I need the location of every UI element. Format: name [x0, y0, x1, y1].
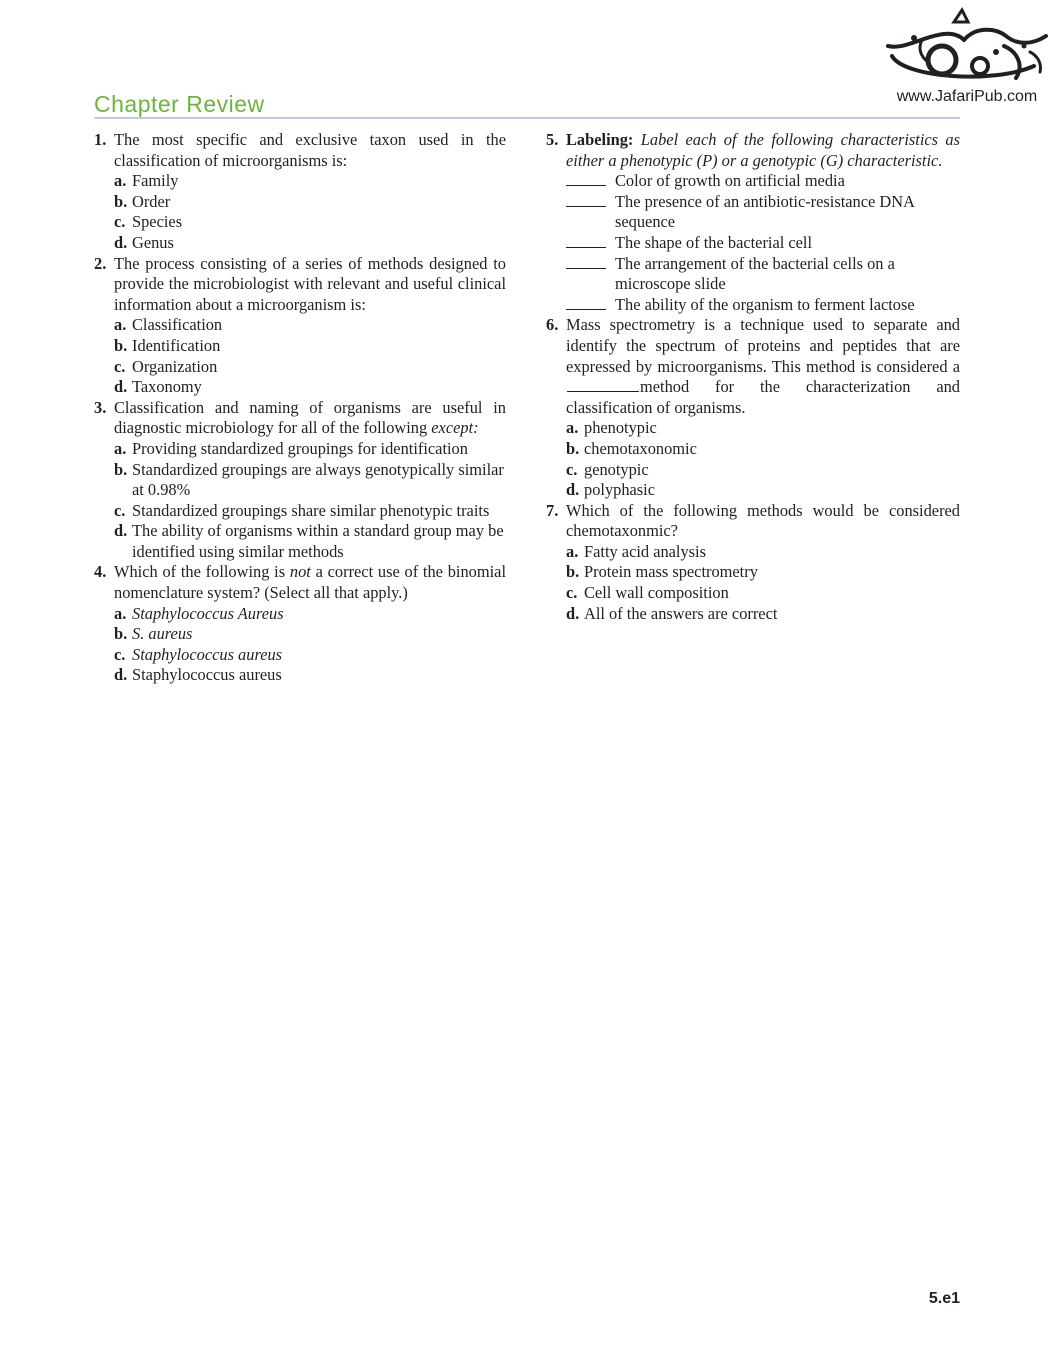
option-letter: d. — [114, 665, 128, 685]
question-text — [566, 315, 960, 418]
answer-blank[interactable] — [566, 192, 606, 207]
question-text-main: Mass spectrometry is a technique used to separate and identify the spectrum of proteins and peptides that are expressed by microorganisms. This method is considered a — [566, 315, 960, 376]
option-letter: b. — [114, 624, 128, 644]
option-text: chemotaxonomic — [584, 438, 697, 458]
labeling-item-text: The presence of an antibiotic-resistance DNA sequence — [615, 191, 915, 232]
question-text: The process consisting of a series of methods designed to provide the microbiologist with relevant and useful clinical information about a microorganism is: — [114, 253, 506, 314]
option-letter: c. — [114, 644, 126, 664]
option-text: S. aureus — [132, 624, 193, 644]
option-c[interactable] — [114, 501, 506, 522]
option-a[interactable] — [114, 604, 506, 625]
option-text: Identification — [132, 335, 221, 355]
question-instruction: Label each of the following characteristics as either a phenotypic (P) or a genotypic (G) characteristic. — [566, 130, 960, 170]
option-text: Staphylococcus Aureus — [132, 603, 284, 623]
option-c[interactable] — [566, 460, 960, 481]
option-text: Standardized groupings are always genotypically similar at 0.98% — [132, 459, 504, 500]
question-text — [566, 130, 960, 171]
question-number: 7. — [546, 500, 559, 520]
option-letter: c. — [114, 500, 126, 520]
question-text: Which of the following methods would be considered chemotaxonmic? — [566, 500, 960, 541]
option-text: Genus — [132, 232, 174, 252]
option-c[interactable] — [114, 212, 506, 233]
question-text-main: Which of the following is — [114, 562, 290, 582]
option-b[interactable] — [114, 460, 506, 501]
option-text: Protein mass spectrometry — [584, 562, 758, 582]
option-text: The ability of organisms within a standard group may be identified using similar methods — [132, 521, 504, 561]
option-text: Staphylococcus aureus — [132, 644, 283, 664]
option-d[interactable] — [114, 377, 506, 398]
labeling-item-text: The shape of the bacterial cell — [615, 232, 813, 252]
question-text-emphasis: not — [289, 562, 311, 582]
option-d[interactable] — [566, 480, 960, 501]
option-c[interactable] — [114, 645, 506, 666]
option-d[interactable] — [114, 665, 506, 686]
chapter-title: Chapter Review — [94, 91, 265, 117]
page-number: 5.e1 — [928, 1290, 960, 1307]
option-text: Family — [132, 171, 179, 191]
option-b[interactable] — [114, 336, 506, 357]
option-a[interactable] — [114, 315, 506, 336]
question-4 — [94, 562, 506, 686]
answer-blank[interactable] — [566, 233, 606, 248]
question-text — [114, 398, 506, 439]
labeling-item-text: The ability of the organism to ferment lactose — [615, 294, 915, 314]
publisher-logo — [884, 6, 1050, 108]
left-column — [94, 130, 506, 686]
option-text: All of the answers are correct — [584, 603, 778, 623]
option-letter: b. — [114, 335, 128, 355]
option-letter: a. — [114, 603, 127, 623]
title-divider — [94, 117, 960, 119]
option-a[interactable] — [114, 171, 506, 192]
question-text-tail: method for the characterization and classification of organisms. — [566, 377, 960, 417]
labeling-item-text: Color of growth on artificial media — [615, 171, 845, 191]
option-letter: b. — [114, 191, 128, 211]
option-b[interactable] — [566, 562, 960, 583]
labeling-item[interactable] — [566, 192, 960, 233]
option-a[interactable] — [566, 542, 960, 563]
option-text: Organization — [132, 356, 218, 376]
option-a[interactable] — [566, 418, 960, 439]
option-letter: b. — [114, 459, 128, 479]
publisher-url: www.JafariPub.com — [896, 88, 1038, 105]
option-letter: a. — [114, 438, 127, 458]
option-letter: a. — [566, 541, 579, 561]
option-b[interactable] — [566, 439, 960, 460]
labeling-item[interactable] — [566, 171, 960, 192]
option-text: Order — [132, 191, 171, 211]
option-letter: c. — [566, 459, 578, 479]
option-text: Standardized groupings share similar phenotypic traits — [132, 500, 490, 520]
answer-blank[interactable] — [566, 295, 606, 310]
labeling-item[interactable] — [566, 233, 960, 254]
labeling-item[interactable] — [566, 295, 960, 316]
option-text: Cell wall composition — [584, 583, 729, 603]
question-5 — [546, 130, 960, 315]
option-letter: b. — [566, 562, 580, 582]
option-d[interactable] — [114, 521, 506, 562]
option-d[interactable] — [114, 233, 506, 254]
answer-blank[interactable] — [566, 254, 606, 269]
question-3 — [94, 398, 506, 563]
option-a[interactable] — [114, 439, 506, 460]
question-number: 5. — [546, 130, 559, 149]
option-letter: d. — [566, 603, 580, 623]
option-b[interactable] — [114, 624, 506, 645]
fill-in-blank[interactable] — [567, 377, 639, 392]
question-number: 6. — [546, 315, 559, 335]
option-c[interactable] — [114, 357, 506, 378]
calligraphy-logo-icon — [884, 6, 1050, 90]
option-letter: d. — [114, 377, 128, 397]
option-text: Providing standardized groupings for identification — [132, 438, 468, 458]
option-text: genotypic — [584, 459, 649, 479]
option-text: Staphylococcus aureus — [132, 665, 282, 685]
question-text-main: Classification and naming of organisms are useful in diagnostic microbiology for all of the following — [114, 397, 506, 438]
option-letter: a. — [114, 315, 127, 335]
question-label: Labeling: — [566, 130, 634, 149]
option-letter: a. — [566, 418, 579, 438]
option-letter: c. — [566, 583, 578, 603]
option-letter: d. — [114, 232, 128, 252]
option-letter: a. — [114, 171, 127, 191]
answer-blank[interactable] — [566, 171, 606, 186]
question-number: 2. — [94, 253, 107, 273]
question-text: The most specific and exclusive taxon used in the classification of microorganisms is: — [114, 130, 506, 170]
option-text: Taxonomy — [132, 377, 202, 397]
question-text-tail: a correct use of the binomial nomenclature system? (Select all that apply.) — [114, 562, 506, 603]
question-number: 4. — [94, 562, 107, 582]
question-number: 3. — [94, 397, 107, 417]
option-text: Fatty acid analysis — [584, 541, 706, 561]
option-c[interactable] — [566, 583, 960, 604]
option-text: polyphasic — [584, 480, 656, 500]
option-letter: c. — [114, 356, 126, 376]
question-number: 1. — [94, 130, 107, 149]
right-column — [546, 130, 960, 624]
question-text-emphasis: except: — [431, 418, 479, 438]
question-2 — [94, 254, 506, 398]
option-letter: d. — [114, 521, 128, 541]
option-text: phenotypic — [584, 418, 657, 438]
question-text — [114, 562, 506, 603]
option-b[interactable] — [114, 192, 506, 213]
option-text: Species — [132, 212, 183, 232]
labeling-item-text: The arrangement of the bacterial cells on a microscope slide — [615, 253, 895, 294]
question-6 — [546, 315, 960, 500]
option-letter: d. — [566, 480, 580, 500]
option-letter: b. — [566, 438, 580, 458]
option-d[interactable] — [566, 604, 960, 625]
question-7 — [546, 501, 960, 625]
option-letter: c. — [114, 212, 126, 232]
labeling-item[interactable] — [566, 254, 960, 295]
option-text: Classification — [132, 315, 223, 335]
question-1 — [94, 130, 506, 254]
